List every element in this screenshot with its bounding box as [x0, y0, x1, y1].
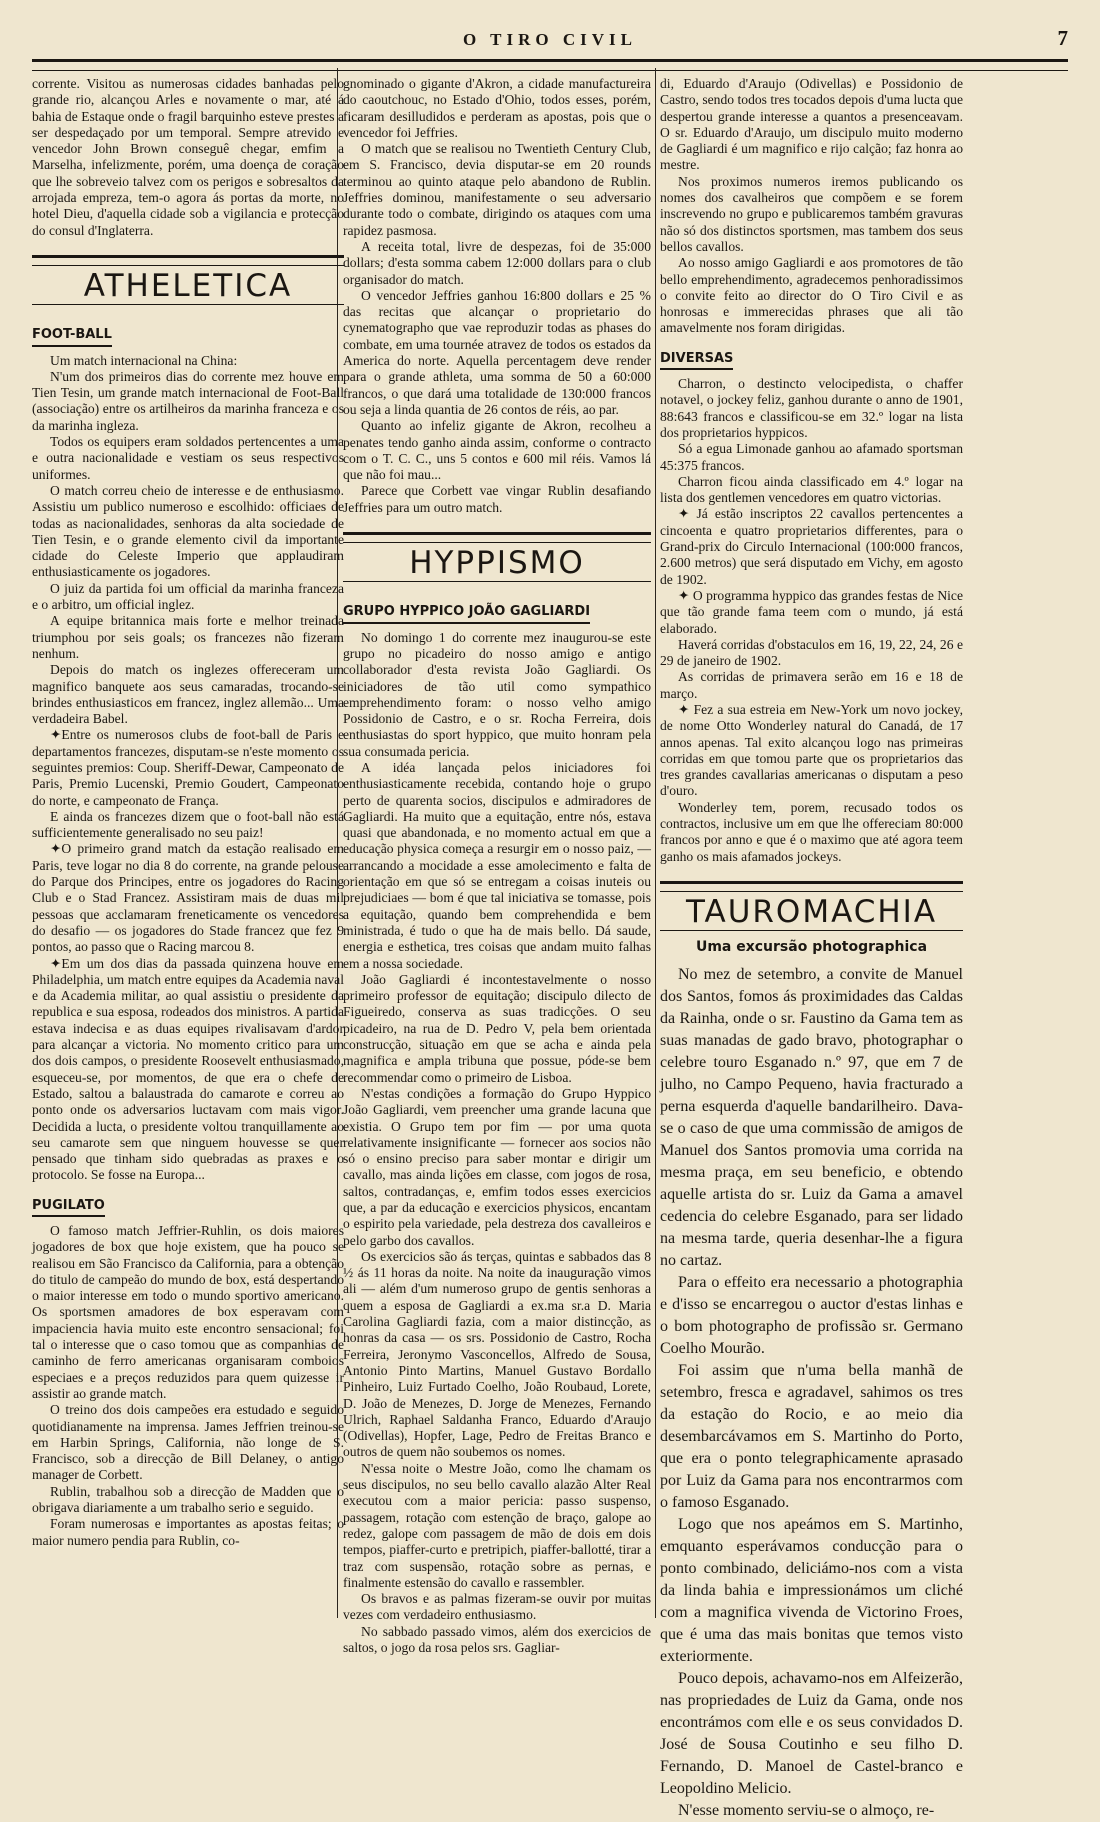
- column-divider: [655, 68, 656, 1618]
- newspaper-title: O TIRO CIVIL: [463, 30, 637, 49]
- paragraph: gnominado o gigante d'Akron, a cidade manufactureira do caoutchouc, no Estado d'Ohio, todos esses, porém, ficaram desilludidos e perderam as apostas, pois que o vencedor foi Jeffries.: [343, 76, 651, 140]
- paragraph: Os bravos e as palmas fizeram-se ouvir por muitas vezes com verdadeiro enthusiasmo.: [343, 1591, 651, 1623]
- paragraph: Para o effeito era necessario a photographia e d'isso se encarregou o auctor d'estas linhas e o bom photographo de profissão sr. Germano Coelho Mourão.: [660, 1273, 963, 1357]
- divider: [32, 304, 344, 305]
- paragraph: N'esse momento serviu-se o almoço, re-: [678, 1801, 935, 1819]
- subhead-pugilato: PUGILATO: [32, 1198, 105, 1217]
- section-rule: [343, 532, 651, 543]
- paragraph: A equipe britannica mais forte e melhor treinada triumphou por seis goals; os francezes não fizeram nenhum.: [32, 613, 344, 661]
- paragraph: ✦Entre os numerosos clubs de foot-ball de Paris e departamentos francezes, disputam-se n'este momento os seguintes premios: Coup. Sheriff-Dewar, Campeonato de Paris, Premio Lucenski, Premio Goudert, Campeonato do norte, e campeonato de França.: [32, 727, 344, 808]
- header-rule: [32, 59, 1068, 71]
- paragraph: N'estas condições a formação do Grupo Hyppico João Gagliardi, vem preencher uma grande lacuna que existia. O Grupo tem por fim — por uma quota relativamente insignificante — fornecer aos socios não só o ensino preciso para saber montar e dirigir um cavallo, mas ainda lições em classe, com jogos de rosa, saltos, contradanças, e, emfim todos esses exercicios que, a par da educação e exercicios physicos, encantam o espirito pela variedade, pela destreza dos cavalleiros e pelo garbo dos cavallos.: [343, 1085, 651, 1248]
- paragraph: Logo que nos apeámos em S. Martinho, emquanto esperávamos conducção para o ponto combinado, deliciámo-nos com a vista da linda bahia e impressionámos um cliché com a magnifica vivenda de Victorino Froes, que é uma das mais bonitas que temos visto exteriormente.: [660, 1515, 963, 1665]
- subhead-football: FOOT-BALL: [32, 327, 112, 346]
- subhead-diversas: DIVERSAS: [660, 351, 733, 370]
- paragraph: Ao nosso amigo Gagliardi e aos promotores de tão bello emprehendimento, agradecemos penhoradissimos o convite feito ao director do O Tiro Civil e as honrosas e immerecidas phrases que ali tão amavelmente nos foram dirigidas.: [660, 255, 963, 336]
- paragraph: Parece que Corbett vae vingar Rublin desafiando Jeffries para um outro match.: [343, 483, 651, 515]
- paragraph: O match que se realisou no Twentieth Century Club, em S. Francisco, devia disputar-se em 20 rounds terminou ao quinto ataque pelo abandono de Rublin. Jeffries dominou, manifestamente o seu adversario durante todo o combate, dirigindo os ataques com uma rapidez pasmosa.: [343, 141, 651, 238]
- paragraph: Pouco depois, achavamo-nos em Alfeizerão, nas propriedades de Luiz da Gama, onde nos encontrámos com elle e os seus convidados D. José de Sousa Coutinho e seu filho D. Fernando, D. Manoel de Castel-branco e Leopoldino Melicio.: [660, 1669, 963, 1797]
- paragraph: O treino dos dois campeões era estudado e seguido quotidianamente na imprensa. James Jeffrien treinou-se em Harbin Springs, California, não longe de S. Francisco, sob a direcção de Bill Delaney, o antigo manager de Corbett.: [32, 1402, 344, 1483]
- paragraph: Os exercicios são ás terças, quintas e sabbados das 8 ½ ás 11 horas da noite. Na noite da inauguração vimos ali — além d'um numeroso grupo de gentis senhoras a quem a esposa de Gagliardi a ex.ma sr.a D. Maria Carolina Gagliardi fazia, com a maior distincção, as honras da casa — os srs. Possidonio de Castro, Rocha Ferreira, Jeronymo Vasconcellos, Alfredo de Sousa, Antonio Pinto Martins, Manuel Gustavo Bordallo Pinheiro, Luiz Furtado Coelho, João Roubaud, Lorete, D. João de Menezes, D. Jorge de Menezes, Fernando Ulrich, Raphael Saldanha Franco, Eduardo d'Araujo (Odivellas), Hopfer, Lage, Pedro de Freitas Branco e outros de quem não soubemos os nomes.: [343, 1248, 651, 1460]
- divider: [343, 581, 651, 582]
- paragraph: O famoso match Jeffrier-Ruhlin, os dois maiores jogadores de box que hoje existem, que ha pouco se realisou em São Francisco da California, para a obtenção do titulo de campeão do mundo de box, está despertando o maior interesse em todo o mundo sportivo americano. Os sportsmen amadores de box esperavam com impaciencia havia muito este encontro sensacional; foi tal o interesse que o caso tomou que as companhias de caminho de ferro americanas organisaram comboios especiaes e a preços reduzidos para quem quizesse ir assistir ao grande match.: [32, 1223, 344, 1401]
- paragraph: A idéa lançada pelos iniciadores foi enthusiasticamente recebida, contando hoje o grupo perto de quarenta socios, discipulos e admiradores de Gagliardi. Ha muito que a equitação, entre nós, estava quasi que abandonada, e no momento actual em que a educação physica começa a resurgir em o nosso paiz, — arrancando a mocidade a esse amolecimento e falta de orientação em que só se entregam a coisas inuteis ou prejudiciaes — bom é que tal iniciativa se tomasse, pois a equitação, quando bem comprehendida e bem ministrada, é tudo o que ha de mais bello. Dá saude, energia e esthetica, tres coisas que andam muito falhas em a nossa sociedade.: [343, 759, 651, 971]
- article-subtitle: Uma excursão photographica: [695, 939, 928, 956]
- paragraph: No mez de setembro, a convite de Manuel dos Santos, fomos ás proximidades das Caldas da Rainha, onde o sr. Faustino da Gama tem as suas manadas de gado bravo, photographar o celebre touro Esganado n.º 97, que em 7 de julho, no Campo Pequeno, havia fracturado a perna esquerda d'aquelle bandarilheiro. Dava-se o caso de que uma commissão de amigos de Manuel dos Santos promovia uma corrida na mesma praça, em seu beneficio, e obtendo aquelle artista do sr. Luiz da Gama a amavel cedencia do celebre Esganado, para ser lidado na mesma tarde, queria desenhar-lhe a figura no cartaz.: [660, 965, 963, 1269]
- paragraph: Rublin, trabalhou sob a direcção de Madden que o obrigava diariamente a um trabalho serio e seguido.: [32, 1483, 344, 1516]
- paragraph: ✦O primeiro grand match da estação realisado em Paris, teve logar no dia 8 do corrente, na grande pelouse do Parque dos Principes, entre os jogadores do Racing Club e o Stad Francez. Assistiram mais de duas mil pessoas que acclamaram freneticamente os vencedores do desafio — os jogadores do Stade francez que fez 9 pontos, ao passo que o Racing marcou 8.: [32, 841, 344, 955]
- column-2: [343, 76, 651, 1656]
- paragraph: Só a egua Limonade ganhou ao afamado sportsman 45:375 francos.: [660, 441, 963, 473]
- paragraph: Foram numerosas e importantes as apostas feitas; o maior numero pendia para Rublin, co-: [32, 1516, 344, 1548]
- column-3: [660, 76, 963, 1819]
- paragraph: As corridas de primavera serão em 16 e 18 de março.: [660, 669, 963, 701]
- paragraph: N'essa noite o Mestre João, como lhe chamam os seus discipulos, no seu bello cavallo alazão Alter Real executou com a maior pericia: passo suspenso, passagem, rotação com estenção de braço, galope ao redez, galope com passagem de mão de dois em dois tempos, piaffer-curto e pretripich, piaffer-ballotté, tirar a traz com suspensão, rotação sobre as pernas, e finalmente estensão do cavallo e rassembler.: [343, 1460, 651, 1590]
- paragraph: João Gagliardi é incontestavelmente o nosso primeiro professor de equitação; discipulo dilecto de Figueiredo, conserva as suas tradicções. O seu picadeiro, na rua de D. Pedro V, pela bem orientada construcção, situação em que se acha e ainda pela magnifica e ampla tribuna que possue, póde-se bem recommendar como o primeiro de Lisboa.: [343, 971, 651, 1085]
- section-title-tauromachia: TAUROMACHIA: [685, 893, 938, 930]
- section-title-hyppismo: HYPPISMO: [409, 545, 585, 582]
- section-rule: [32, 255, 344, 266]
- paragraph: ✦ O programma hyppico das grandes festas de Nice que tão grande fama teem com o mundo, já está elaborado.: [660, 587, 963, 636]
- paragraph: Foi assim que n'uma bella manhã de setembro, fresca e agradavel, sahimos os tres da estação do Rocio, e ao meio dia desembarcávamos em S. Martinho do Porto, que era o ponto telegraphicamente aprasado por Luiz da Gama para nos encontrarmos com o famoso Esganado.: [660, 1361, 963, 1511]
- paragraph: ✦ Já estão inscriptos 22 cavallos pertencentes a cincoenta e quatro proprietarios differentes, para o Grand-prix do Circulo Internacional (100:000 francos, 2.600 metros) que será disputado em Vichy, em agosto de 1902.: [660, 506, 963, 587]
- section-title-atheletica: ATHELETICA: [83, 267, 293, 304]
- divider: [660, 930, 963, 931]
- paragraph: O match correu cheio de interesse e de enthusiasmo. Assistiu um publico numeroso e escolhido: officiaes de todas as nacionalidades, senhoras da alta sociedade de Tien Tesin, e o grande elemento civil da importante cidade do Celeste Imperio que applaudiram enthusiasticamente os jogadores.: [32, 482, 344, 580]
- tauromachia-article: [660, 964, 963, 1822]
- paragraph: Charron, o destincto velocipedista, o chaffer notavel, o jockey feliz, ganhou durante o anno de 1901, 88:643 francos e classificou-se em 32.º logar na lista dos proprietarios hyppicos.: [660, 376, 963, 440]
- paragraph: E ainda os francezes dizem que o foot-ball não está sufficientemente generalisado no seu paiz!: [32, 808, 344, 841]
- paragraph: O juiz da partida foi um official da marinha franceza e o arbitro, um official inglez.: [32, 580, 344, 613]
- paragraph: Wonderley tem, porem, recusado todos os contractos, inclusive um em que lhe offereciam 80:000 francos por anno e que é o maximo que até agora teem ganho os mais afamados jockeys.: [660, 799, 963, 864]
- paragraph: ✦ Fez a sua estreia em New-York um novo jockey, de nome Otto Wonderley natural do Canadá, de 17 annos apenas. Tal exito alcançou logo nas primeiras corridas em que tomou parte que os proprietarios das tres grandes cavallarias americanas o disputam a peso d'ouro.: [660, 701, 963, 799]
- paragraph: Nos proximos numeros iremos publicando os nomes dos cavalheiros que compõem e se forem inscrevendo no grupo e publicaremos também gravuras não só dos distinctos sportsmen, mas tambem dos seus bellos cavallos.: [660, 173, 963, 254]
- paragraph: Depois do match os inglezes offereceram um magnifico banquete aos seus camaradas, trocando-se brindes enthusiasticos em francez, inglez allemão... Uma verdadeira Babel.: [32, 662, 344, 727]
- paragraph: ✦Em um dos dias da passada quinzena houve em Philadelphia, um match entre equipes da Academia naval e da Academia militar, ao qual assistiu o presidente da republica e sua esposa, rodeados dos ministros. A partida estava indecisa e as duas equipes rivalisavam d'ardor para alcançar a victoria. No momento critico para um dos dois campos, o presidente Roosevelt enthusiasmado, esqueceu-se, por momentos, de que era o chefe de Estado, saltou a balaustrada do camarote e correu ao ponto onde os adversarios luctavam com mais vigor. Decidida a lucta, o presidente voltou tranquillamente ao seu camarote sem que ninguem houvesse se quer pensado que tinham sido quebradas as praxes e o protocolo. Se fosse na Europa...: [32, 955, 344, 1183]
- page-header: [32, 26, 1068, 56]
- subhead-grupo-hyppico: GRUPO HYPPICO JOÃO GAGLIARDI: [343, 604, 590, 623]
- paragraph: Charron ficou ainda classificado em 4.º logar na lista dos gentlemen vencedores em quatro victorias.: [660, 473, 963, 506]
- paragraph: Quanto ao infeliz gigante de Akron, recolheu a penates tendo ganho ainda assim, conforme o contracto com o T. C. C., uns 5 contos e 600 mil réis. Vamos lá que não foi mau...: [343, 418, 651, 483]
- paragraph: di, Eduardo d'Araujo (Odivellas) e Possidonio de Castro, sendo todos tres tocados depois d'uma lucta que despertou grande interesse a quantos a presenceavam. O sr. Eduardo d'Araujo, um discipulo muito moderno de Gagliardi é um magnifico e rijo calção; faz honra ao mestre.: [660, 76, 963, 173]
- paragraph: corrente. Visitou as numerosas cidades banhadas pelo grande rio, alcançou Arles e novamente o mar, até á bahia de Estaque onde o fragil barquinho esteve prestes a ser despedaçado por um temporal. Sempre atrevido e vencedor John Brown conseguê chegar, emfim a Marselha, infelizmente, porém, uma doença de coração que lhe sobreveio talvez com os perigos e sobresaltos da arrojada empreza, tem-o agora ás portas da morte, no hotel Dieu, d'aquella cidade sob a vigilancia e protecção do consul d'Inglaterra.: [32, 76, 344, 238]
- section-rule: [660, 881, 963, 892]
- page-number: 7: [1057, 26, 1068, 50]
- paragraph: No sabbado passado vimos, além dos exercicios de saltos, o jogo da rosa pelos srs. Gagliar-: [343, 1623, 651, 1656]
- paragraph: No domingo 1 do corrente mez inaugurou-se este grupo no picadeiro do nosso amigo e antigo collaborador d'esta revista João Gagliardi. Os iniciadores de tão util como sympathico emprehendimento foram: o nosso velho amigo Possidonio de Castro, e o sr. Rocha Ferreira, dois enthusiastas do sport hyppico, que muito honram pela sua consumada pericia.: [343, 629, 651, 759]
- paragraph: Todos os equipers eram soldados pertencentes a uma e outra nacionalidade e vestiam os seus respectivos uniformes.: [32, 434, 344, 482]
- paragraph: Um match internacional na China:: [50, 352, 238, 368]
- paragraph: O vencedor Jeffries ganhou 16:800 dollars e 25 % das recitas que alcançar o proprietario do cynematographo que vae reproduzir todas as phases do combate, em uma tournée atravez de todos os estados da America do norte. Aquella percentagem deve render para o grande athleta, uma somma de 50 a 60:000 francos, o que dará uma totalidade de 130:000 francos ou seja a linda quantia de 26 contos de réis, ao par.: [343, 287, 651, 417]
- column-1: [32, 76, 344, 1616]
- paragraph: A receita total, livre de despezas, foi de 35:000 dollars; d'esta somma cabem 12:000 dollars para o club organisador do match.: [343, 238, 651, 287]
- paragraph: Haverá corridas d'obstaculos em 16, 19, 22, 24, 26 e 29 de janeiro de 1902.: [660, 636, 963, 669]
- paragraph: N'um dos primeiros dias do corrente mez houve em Tien Tesin, um grande match internacional de Foot-Ball (associação) entre os artilheiros da marinha franceza e os da marinha ingleza.: [32, 368, 344, 433]
